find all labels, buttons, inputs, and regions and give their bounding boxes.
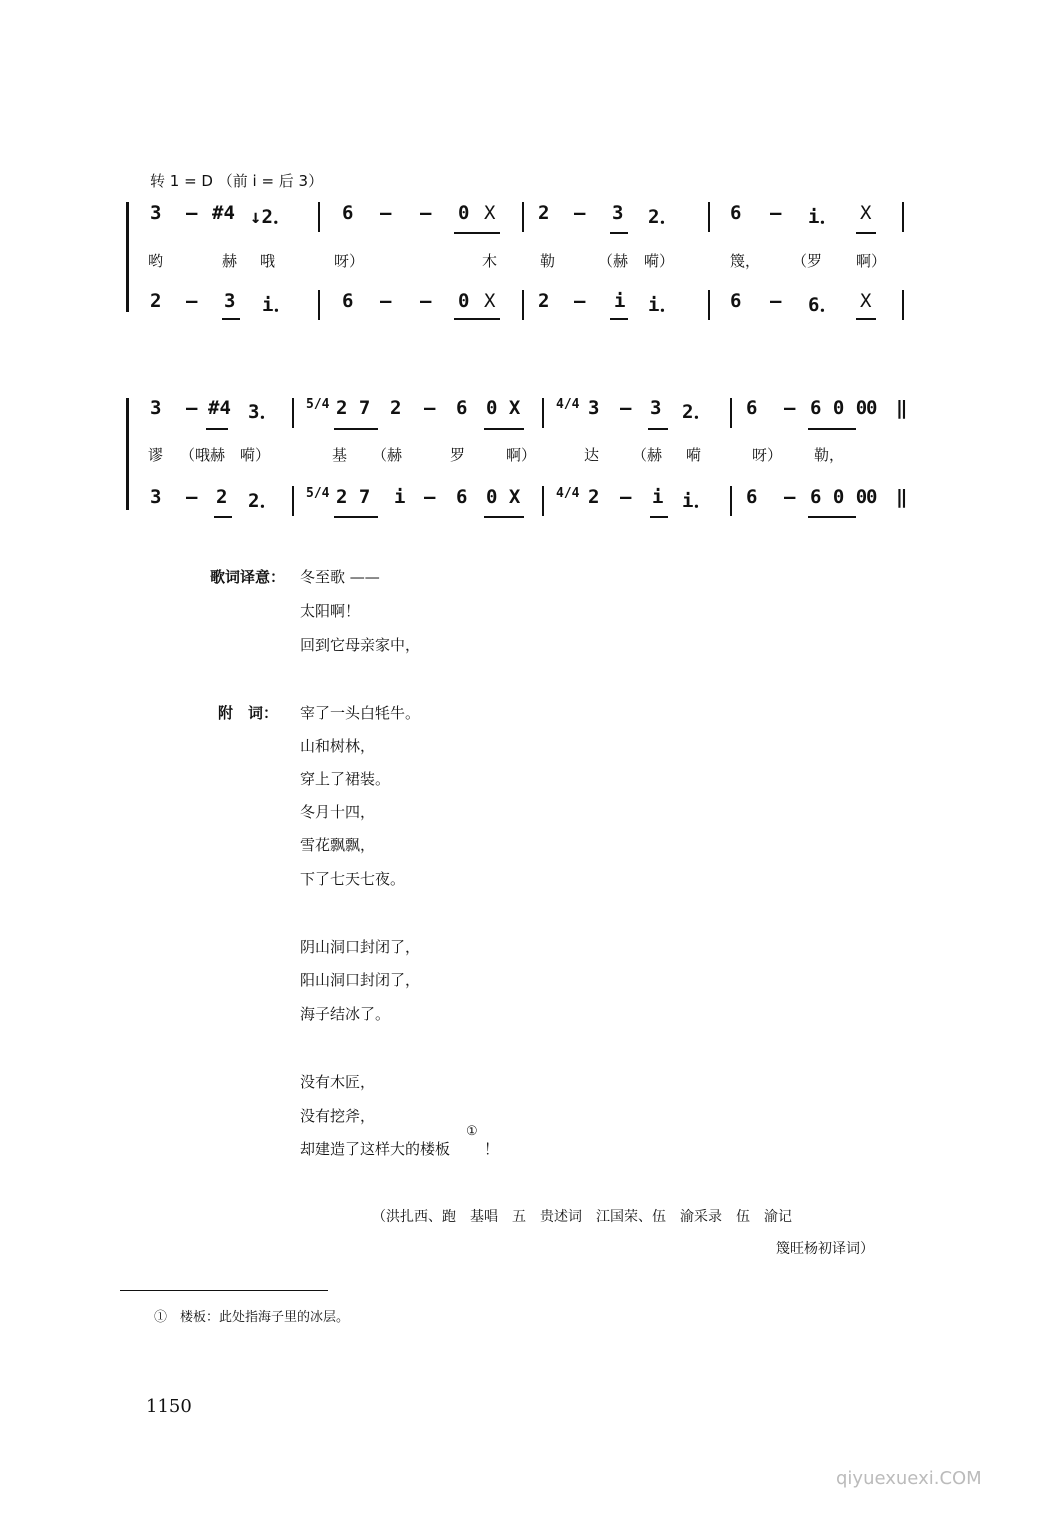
note: 0 [458, 290, 470, 312]
dash: – [380, 290, 392, 312]
lyric: 基 [332, 446, 348, 464]
system1-upper-staff [0, 198, 1054, 232]
note: 6 [342, 290, 354, 312]
note: 6 [746, 486, 758, 508]
footnote-mark: ① [466, 1124, 478, 1139]
page-number: 1150 [146, 1396, 192, 1417]
dash: – [770, 202, 782, 224]
lyric: 呀） [752, 446, 783, 464]
dash: – [784, 486, 796, 508]
note: 3 [224, 290, 236, 312]
note: 2 [588, 486, 600, 508]
system2-upper-staff [0, 393, 1054, 427]
credits-line: （洪扎西、跑 基唱 五 贵述词 江国荣、伍 渝采录 伍 渝记 [372, 1209, 792, 1225]
dash: – [186, 397, 198, 419]
dash: – [380, 202, 392, 224]
underline [808, 516, 856, 518]
note: 0 X [486, 397, 521, 419]
lyric: （哦赫 [180, 446, 226, 464]
barline [318, 290, 320, 320]
lyric: 嗬 [686, 446, 702, 464]
lyric: 啊） [506, 446, 537, 464]
appendix-line: 阴山洞口封闭了， [300, 938, 421, 956]
note: 2 [538, 290, 550, 312]
barline [522, 290, 524, 320]
note: ↓2． [250, 206, 292, 228]
underline [484, 428, 524, 430]
lyric: 呀） [334, 252, 365, 270]
barline [708, 202, 710, 232]
note: 6 [746, 397, 758, 419]
appendix-line: 雪花飘飘， [300, 836, 376, 854]
note: i [394, 486, 406, 508]
underline [214, 516, 232, 518]
key-change: 转 1 = D （前 i = 后 3） [150, 172, 324, 190]
barline [292, 398, 294, 428]
dash: – [574, 290, 586, 312]
appendix-line: 冬月十四， [300, 803, 376, 821]
appendix-line: 海子结冰了。 [300, 1005, 391, 1023]
final-barline: ‖ [896, 397, 908, 419]
dash: – [770, 290, 782, 312]
translation-label: 歌词译意： [210, 568, 286, 586]
note: 3 [588, 397, 600, 419]
note: i． [682, 490, 713, 512]
note: 0 [866, 397, 878, 419]
underline [334, 428, 378, 430]
note: 2 [150, 290, 162, 312]
lyric: 嗬） [240, 446, 271, 464]
underline [454, 318, 500, 320]
dash: – [784, 397, 796, 419]
underline [856, 232, 876, 234]
underline [334, 516, 378, 518]
underline [610, 232, 628, 234]
barline [522, 202, 524, 232]
underline [484, 516, 524, 518]
time-signature: 5/4 [306, 486, 330, 501]
lyric: 罗 [450, 446, 466, 464]
barline [730, 486, 732, 516]
lyric: 勒 [540, 252, 556, 270]
note: 3 [612, 202, 624, 224]
dash: – [424, 486, 436, 508]
barline [902, 202, 904, 232]
appendix-line: 宰了一头白牦牛。 [300, 704, 421, 722]
barline [542, 398, 544, 428]
note: 6 [456, 397, 468, 419]
note: 6 [730, 202, 742, 224]
dash: – [620, 486, 632, 508]
credits-line: 篾旺杨初译词） [776, 1241, 874, 1257]
system1-lyrics [0, 250, 1054, 274]
final-barline: ‖ [896, 486, 908, 508]
note: 6 0 0 [810, 486, 868, 508]
note: X [484, 290, 496, 312]
lyric: 达 [584, 446, 600, 464]
translation-line: 太阳啊！ [300, 602, 361, 620]
dash: – [424, 397, 436, 419]
lyric: （赫 [598, 252, 629, 270]
appendix-line: 没有挖斧， [300, 1107, 376, 1125]
appendix-line: 山和树林， [300, 737, 376, 755]
lyric: 木 [482, 252, 498, 270]
note: 0 [866, 486, 878, 508]
appendix-line: 却建造了这样大的楼板 [300, 1140, 451, 1158]
lyric: （罗 [792, 252, 823, 270]
dash: – [186, 290, 198, 312]
underline [808, 428, 856, 430]
note: X [484, 202, 496, 224]
note: 2 [390, 397, 402, 419]
note: X [860, 202, 872, 224]
system2-lower-staff [0, 482, 1054, 516]
lyric: （赫 [372, 446, 403, 464]
note: 2 7 [336, 486, 371, 508]
note: 2 [538, 202, 550, 224]
dash: – [186, 202, 198, 224]
note: 6 [456, 486, 468, 508]
watermark-logo: qiyuexuexi.COM [836, 1468, 982, 1489]
lyric: （赫 [632, 446, 663, 464]
dash: – [420, 202, 432, 224]
underline [648, 428, 668, 430]
underline [454, 232, 500, 234]
note: 6 [342, 202, 354, 224]
dash: – [186, 486, 198, 508]
system1-lower-staff [0, 286, 1054, 320]
note: 2 7 [336, 397, 371, 419]
appendix-label: 附 词： [218, 704, 279, 722]
note: X [860, 290, 872, 312]
dash: – [620, 397, 632, 419]
underline [856, 318, 876, 320]
note: i． [648, 294, 679, 316]
barline [542, 486, 544, 516]
note: i． [262, 294, 293, 316]
note: 6． [808, 294, 839, 316]
barline [292, 486, 294, 516]
note: 3 [150, 486, 162, 508]
lyric: 谬 [148, 446, 164, 464]
translation-line: 冬至歌 —— [300, 568, 380, 586]
underline [222, 318, 240, 320]
time-signature: 4/4 [556, 397, 580, 412]
underline [206, 428, 228, 430]
lyric: 赫 [222, 252, 238, 270]
dash: – [420, 290, 432, 312]
barline [730, 398, 732, 428]
note: 3 [150, 202, 162, 224]
underline [650, 516, 668, 518]
note: 2． [648, 206, 679, 228]
appendix-line: 没有木匠， [300, 1073, 376, 1091]
lyric: 篾， [730, 252, 761, 270]
appendix-line: 阳山洞口封闭了， [300, 971, 421, 989]
system2-lyrics [0, 444, 1054, 468]
note: i． [808, 206, 839, 228]
lyric: 勒， [814, 446, 845, 464]
barline [902, 290, 904, 320]
note: 2． [682, 401, 713, 423]
note: 3． [248, 401, 279, 423]
dash: – [574, 202, 586, 224]
barline [318, 202, 320, 232]
time-signature: 4/4 [556, 486, 580, 501]
underline [610, 318, 628, 320]
note: 3 [650, 397, 662, 419]
barline [708, 290, 710, 320]
lyric: 哦 [260, 252, 276, 270]
note: 2 [216, 486, 228, 508]
note: 6 [730, 290, 742, 312]
lyric: 啊） [856, 252, 887, 270]
footnote-rule [120, 1290, 328, 1291]
note: 0 [458, 202, 470, 224]
note: #4 [212, 202, 235, 224]
note: 0 X [486, 486, 521, 508]
note: i [652, 486, 664, 508]
note: i [614, 290, 626, 312]
lyric: 嗬） [644, 252, 675, 270]
footnote-text: ① 楼板：此处指海子里的冰层。 [154, 1310, 350, 1325]
note: #4 [208, 397, 231, 419]
note: 2． [248, 490, 279, 512]
appendix-punct: ！ [484, 1140, 500, 1158]
translation-line: 回到它母亲家中， [300, 636, 421, 654]
appendix-line: 下了七天七夜。 [300, 870, 406, 888]
time-signature: 5/4 [306, 397, 330, 412]
appendix-line: 穿上了裙装。 [300, 770, 391, 788]
note: 6 0 0 [810, 397, 868, 419]
note: 3 [150, 397, 162, 419]
lyric: 哟 [148, 252, 164, 270]
